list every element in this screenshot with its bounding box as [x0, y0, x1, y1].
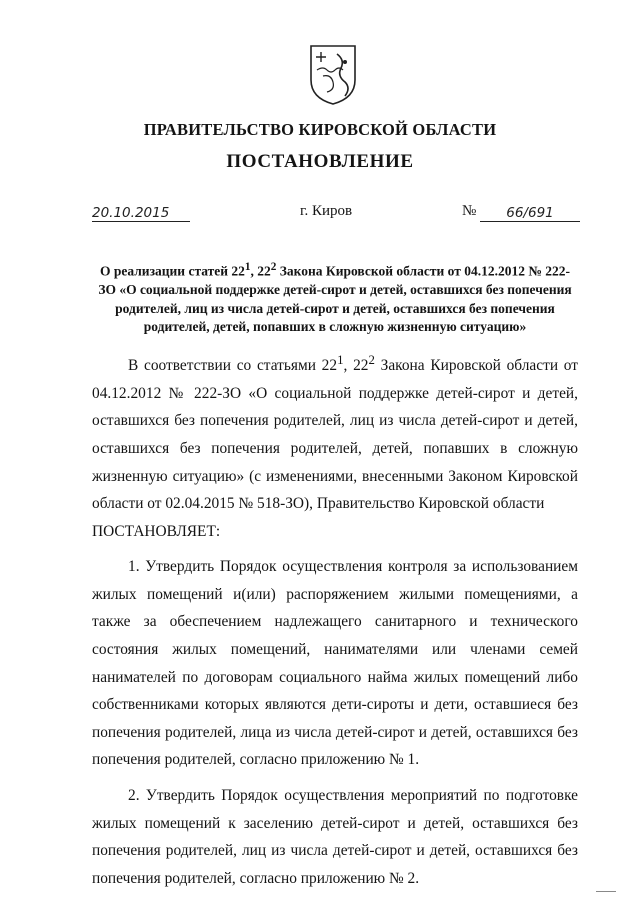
document-type: ПОСТАНОВЛЕНИЕ	[226, 151, 414, 172]
decree-city: г. Киров	[300, 203, 353, 219]
decree-item-1: 1. Утвердить Порядок осуществления контроля за использованием жилых помещений и(или) распоряжением жилыми помещениями, а также за обеспечением надлежащего санитарного и технического состояния жилых помещений, нанимателями или членами семей нанимателей по договорам социального найма жилых помещений либо собственниками которых являются дети-сироты и дети, оставшиеся без попечения родителей, лица из числа детей-сирот и детей, оставшихся без попечения родителей, согласно приложению № 1.	[92, 558, 578, 769]
preamble-sup-1: 1	[337, 353, 344, 367]
decree-number-label: №	[462, 203, 477, 219]
title-sup-1: 1	[244, 261, 251, 273]
title-part-1: О реализации статей 22	[99, 263, 245, 279]
preamble-part-1: В соответствии со статьями 22	[128, 357, 338, 375]
title-part-3: Закона Кировской области от 04.12.2012 № 222-ЗО «О социальной поддержке детей-сирот и детей, оставшихся без попечения родителей, лиц из числа детей-сирот и детей, оставшихся без попечения родителей, детей, попавших в сложную жизненную ситуацию»	[98, 263, 572, 334]
preamble-part-3: Закона Кировской области от 04.12.2012 № 222-ЗО «О социальной поддержке детей-сирот и детей, оставшихся без попечения родителей, лиц из числа детей-сирот и детей, оставшихся без попечения родителей, детей, попавших в сложную жизненную ситуацию» (с изменениями, внесенными Законом Кировской области от 02.04.2015 № 518-ЗО), Правительство Кировской области	[92, 357, 579, 513]
organization-name: ПРАВИТЕЛЬСТВО КИРОВСКОЙ ОБЛАСТИ	[143, 120, 497, 139]
decree-title	[92, 258, 578, 337]
decree-number: 66/691	[480, 205, 580, 222]
decree-body	[92, 347, 578, 900]
coat-of-arms-icon	[307, 42, 359, 106]
page-edge-mark	[596, 891, 616, 892]
operative-verb: ПОСТАНОВЛЯЕТ:	[92, 522, 221, 540]
preamble-part-2: , 22	[343, 357, 369, 375]
decree-item-2: 2. Утвердить Порядок осуществления мероприятий по подготовке жилых помещений к заселению детей-сирот и детей, оставшихся без попечения родителей, лиц из числа детей-сирот и детей, оставшихся без попечения родителей, согласно приложению № 2.	[92, 787, 578, 887]
title-sup-2: 2	[270, 261, 277, 273]
title-part-2: , 22	[250, 263, 271, 279]
preamble	[92, 347, 578, 545]
preamble-sup-2: 2	[368, 353, 375, 367]
decree-date: 20.10.2015	[92, 205, 190, 222]
